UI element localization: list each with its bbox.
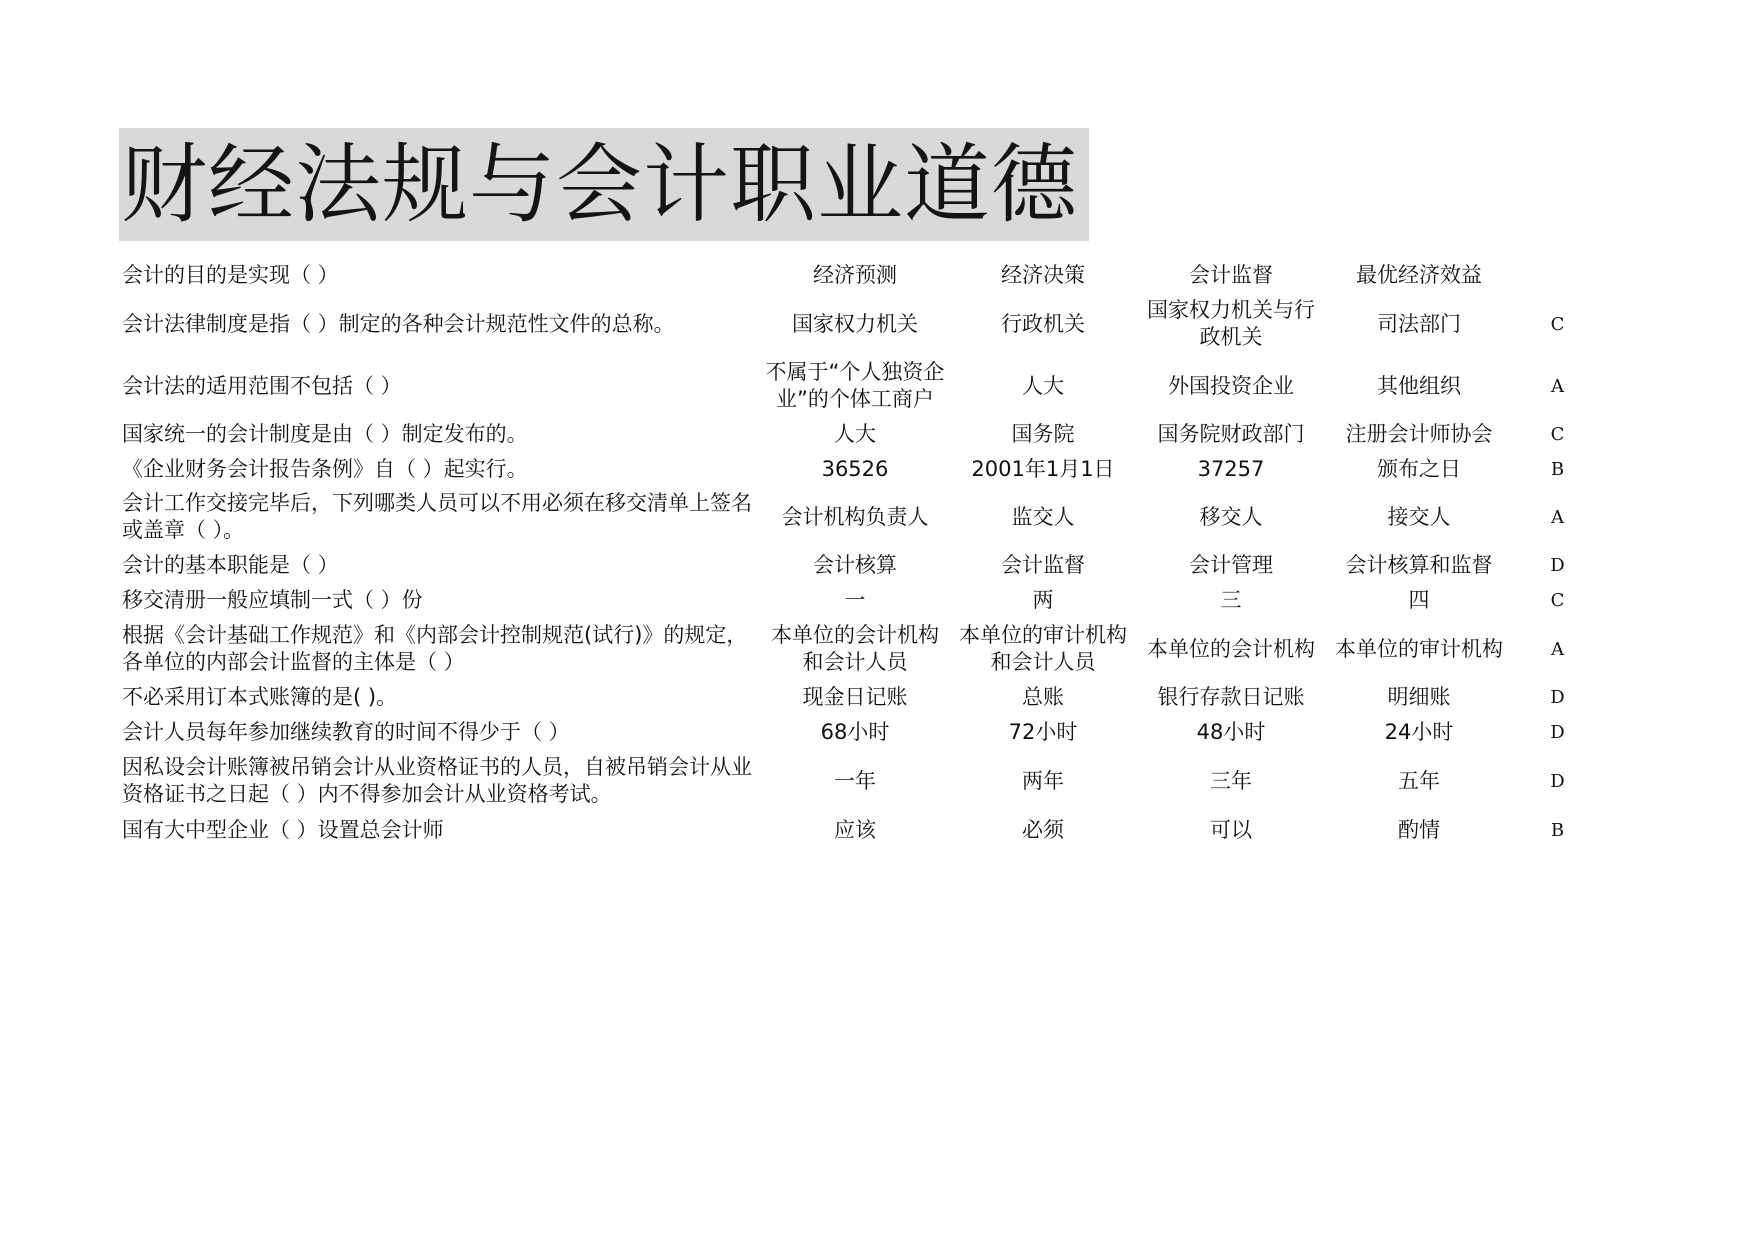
question-row — [122, 486, 1602, 548]
option-c: 三 — [1220, 588, 1242, 612]
question-row — [122, 293, 1602, 355]
option-b: 行政机关 — [1000, 311, 1085, 336]
question-text: 国有大中型企业（ ）设置总会计师 — [122, 817, 444, 842]
option-c: 银行存款日记账 — [1157, 685, 1305, 709]
option-a: 会计核算 — [812, 553, 897, 577]
option-d: 接交人 — [1387, 504, 1451, 529]
question-text: 会计工作交接完毕后，下列哪类人员可以不用必须在移交清单上签名或盖章（ ）。 — [122, 491, 752, 542]
option-b: 两年 — [1021, 768, 1064, 793]
option-a: 现金日记账 — [802, 685, 908, 709]
question-row — [122, 583, 1602, 618]
option-c: 移交人 — [1199, 504, 1263, 529]
option-d: 酌情 — [1397, 817, 1440, 842]
answer-key: D — [1550, 555, 1565, 576]
option-a: 应该 — [833, 817, 876, 842]
option-b: 两 — [1032, 588, 1054, 612]
option-a: 本单位的会计机构和会计人员 — [770, 623, 939, 674]
option-a: 会计机构负责人 — [781, 504, 929, 529]
question-text: 因私设会计账簿被吊销会计从业资格证书的人员，自被吊销会计从业资格证书之日起（ ）内不得参加会计从业资格考试。 — [122, 755, 752, 806]
option-d: 明细账 — [1387, 685, 1451, 709]
option-d: 其他组织 — [1376, 373, 1461, 398]
option-c: 会计管理 — [1188, 553, 1273, 577]
answer-key: D — [1550, 722, 1565, 743]
question-row — [122, 355, 1602, 417]
question-text: 会计法的适用范围不包括（ ） — [122, 373, 402, 398]
answer-key: D — [1550, 687, 1565, 708]
answer-key: A — [1550, 375, 1564, 397]
option-c: 国务院财政部门 — [1157, 422, 1305, 446]
option-a: 国家权力机关 — [791, 311, 918, 336]
option-a: 一 — [844, 588, 866, 612]
option-b: 本单位的审计机构和会计人员 — [958, 623, 1127, 674]
option-a: 36526 — [821, 456, 889, 481]
option-d: 24小时 — [1384, 720, 1454, 744]
option-a: 一年 — [833, 768, 876, 793]
option-b: 监交人 — [1011, 504, 1075, 529]
option-b: 经济决策 — [1000, 262, 1085, 287]
question-row — [122, 715, 1602, 750]
option-d: 四 — [1408, 588, 1430, 612]
option-d: 最优经济效益 — [1355, 262, 1482, 287]
question-text: 《企业财务会计报告条例》自（ ）起实行。 — [122, 456, 528, 481]
answer-key: A — [1550, 638, 1564, 660]
option-d: 五年 — [1397, 768, 1440, 793]
question-text: 会计的目的是实现（ ） — [122, 262, 339, 287]
answer-key: B — [1550, 458, 1565, 480]
question-row — [122, 452, 1602, 486]
option-c: 国家权力机关与行政机关 — [1146, 298, 1315, 349]
question-row — [122, 750, 1602, 812]
option-c: 会计监督 — [1188, 262, 1273, 287]
answer-key: D — [1550, 770, 1565, 792]
document-title: 财经法规与会计职业道德 — [121, 135, 1078, 235]
option-c: 外国投资企业 — [1167, 373, 1294, 398]
answer-key: A — [1550, 506, 1564, 528]
option-c: 本单位的会计机构 — [1146, 636, 1315, 661]
question-row — [122, 812, 1602, 848]
answer-key: C — [1550, 590, 1565, 611]
question-text: 会计法律制度是指（ ）制定的各种会计规范性文件的总称。 — [122, 311, 675, 336]
option-d: 注册会计师协会 — [1345, 422, 1493, 446]
option-c: 48小时 — [1196, 720, 1266, 744]
question-text: 会计的基本职能是（ ） — [122, 553, 339, 577]
question-row — [122, 618, 1602, 680]
question-text: 根据《会计基础工作规范》和《内部会计控制规范(试行)》的规定，各单位的内部会计监督的主体是（ ） — [122, 623, 748, 674]
option-b: 会计监督 — [1000, 553, 1085, 577]
option-c: 可以 — [1209, 817, 1252, 842]
option-d: 本单位的审计机构 — [1334, 636, 1503, 661]
option-b: 总账 — [1021, 685, 1064, 709]
option-b: 人大 — [1021, 373, 1064, 398]
option-a: 68小时 — [820, 720, 890, 744]
option-b: 必须 — [1021, 817, 1064, 842]
option-a: 不属于“个人独资企业”的个体工商户 — [765, 360, 945, 411]
question-text: 国家统一的会计制度是由（ ）制定发布的。 — [122, 422, 528, 446]
option-d: 会计核算和监督 — [1345, 553, 1493, 577]
question-row — [122, 548, 1602, 583]
option-d: 颁布之日 — [1376, 456, 1461, 481]
answer-key: C — [1550, 424, 1565, 445]
option-c: 三年 — [1209, 768, 1252, 793]
question-row — [122, 680, 1602, 715]
option-b: 国务院 — [1011, 422, 1075, 446]
question-text: 移交清册一般应填制一式（ ）份 — [122, 588, 423, 612]
option-c: 37257 — [1197, 456, 1265, 481]
option-d: 司法部门 — [1376, 311, 1461, 336]
answer-key: C — [1550, 313, 1565, 335]
question-row — [122, 417, 1602, 452]
option-a: 经济预测 — [812, 262, 897, 287]
option-b: 2001年1月1日 — [971, 456, 1115, 481]
question-text: 不必采用订本式账簿的是( )。 — [122, 685, 398, 709]
option-b: 72小时 — [1008, 720, 1078, 744]
answer-key: B — [1550, 819, 1565, 841]
option-a: 人大 — [833, 422, 876, 446]
question-row — [122, 257, 1602, 293]
question-table — [122, 257, 1602, 848]
question-text: 会计人员每年参加继续教育的时间不得少于（ ） — [122, 720, 570, 744]
